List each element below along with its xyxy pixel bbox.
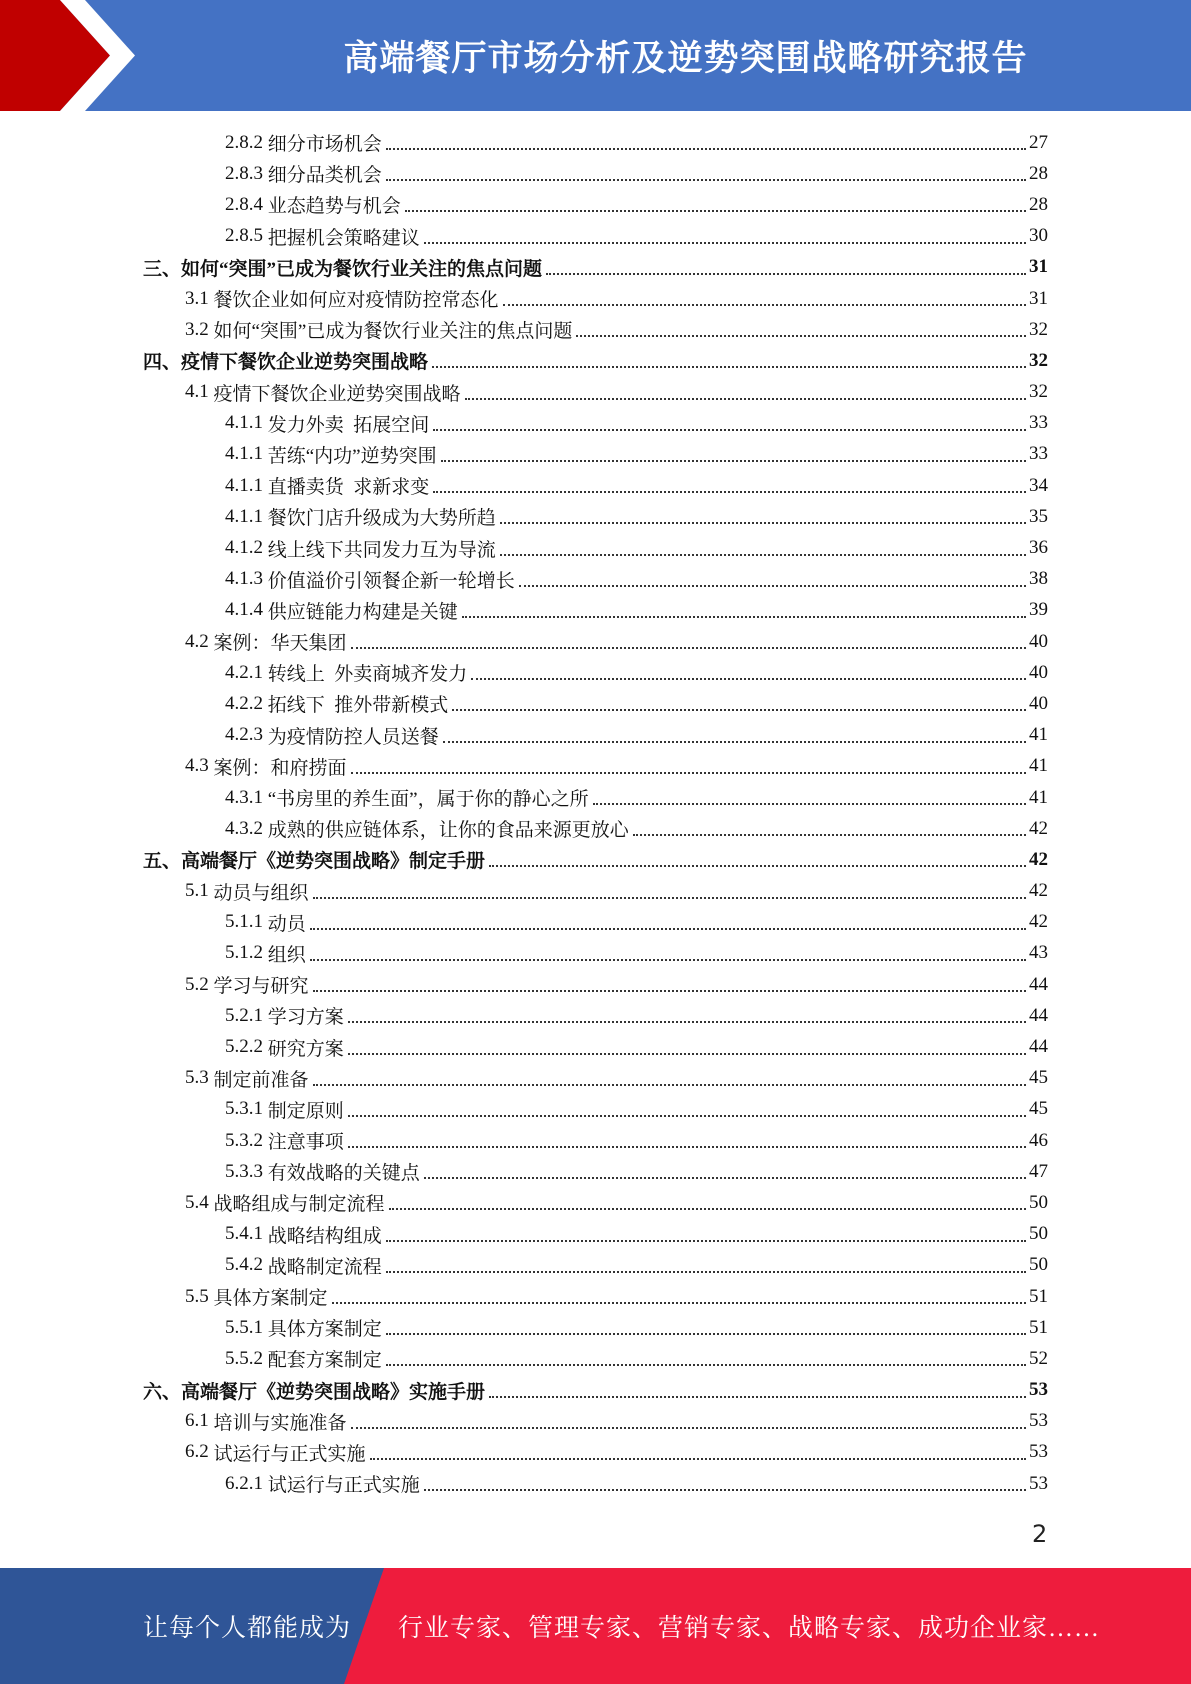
toc-dot-leader [310,958,1026,961]
toc-dot-leader [433,490,1026,493]
toc-entry-title: 动员 [267,913,306,935]
toc-entry-number: 4.1.1 [225,474,263,496]
toc-entry-number: 5.5.2 [225,1347,263,1369]
toc-dot-leader [348,1145,1026,1148]
footer-slogan-right: 行业专家、管理专家、营销专家、战略专家、成功企业家…… [398,1615,1101,1642]
toc-entry-title: “书房里的养生面”，属于你的静心之所 [267,789,589,811]
toc-entry-title: 学习方案 [267,1007,344,1029]
toc-entry-title: 配套方案制定 [267,1350,382,1372]
toc-entry[interactable] [143,1250,1048,1281]
toc-entry-page: 33 [1029,443,1048,465]
toc-entry[interactable] [143,1375,1048,1406]
toc-entry-page: 32 [1029,381,1048,403]
toc-dot-leader [424,241,1026,244]
toc-entry-number: 4.1.1 [225,443,263,465]
toc-entry-page: 51 [1029,1285,1048,1307]
toc-entry-title: 如何“突围”已成为餐饮行业关注的焦点问题 [213,321,573,343]
toc-entry-number: 四、 [143,352,182,374]
toc-dot-leader [405,209,1026,212]
toc-entry-page: 36 [1029,537,1048,559]
toc-dot-leader [313,989,1026,992]
toc-entry-page: 31 [1029,287,1048,309]
toc-entry-title: 试运行与正式实施 [267,1475,420,1497]
toc-entry-title: 成熟的供应链体系，让你的食品来源更放心 [267,820,629,842]
toc-entry-page: 50 [1029,1223,1048,1245]
toc-entry-title: 细分市场机会 [267,134,382,156]
toc-dot-leader [500,521,1026,524]
toc-entry[interactable] [143,1187,1048,1218]
toc-entry-title: 动员与组织 [213,882,309,904]
toc-entry[interactable] [143,408,1048,439]
toc-entry-page: 40 [1029,630,1048,652]
toc-entry-page: 35 [1029,505,1048,527]
toc-entry-title: 培训与实施准备 [213,1412,347,1434]
toc-entry[interactable] [143,720,1048,751]
toc-entry[interactable] [143,501,1048,532]
page-footer [0,1568,1191,1684]
toc-entry[interactable] [143,189,1048,220]
toc-entry-page: 43 [1029,942,1048,964]
table-of-contents [143,127,1048,1499]
toc-entry-page: 53 [1029,1441,1048,1463]
toc-entry-number: 4.1.3 [225,568,263,590]
toc-dot-leader [593,802,1026,805]
toc-entry-number: 4.1.4 [225,599,263,621]
toc-dot-leader [386,178,1026,181]
toc-dot-leader [386,1270,1026,1273]
toc-entry-page: 33 [1029,412,1048,434]
toc-entry[interactable] [143,158,1048,189]
toc-entry-title: 试运行与正式实施 [213,1443,366,1465]
toc-entry-title: 疫情下餐饮企业逆势突围战略 [181,352,429,374]
report-title: 高端餐厅市场分析及逆势突围战略研究报告 [343,38,1028,79]
toc-entry[interactable] [143,626,1048,657]
toc-entry-number: 4.2.3 [225,724,263,746]
toc-entry-page: 41 [1029,724,1048,746]
toc-dot-leader [465,397,1026,400]
toc-entry-page: 32 [1029,349,1048,371]
toc-dot-leader [471,677,1026,680]
toc-entry-page: 40 [1029,661,1048,683]
toc-entry-number: 5.5.1 [225,1316,263,1338]
toc-entry[interactable] [143,813,1048,844]
toc-entry-title: 具体方案制定 [267,1319,382,1341]
toc-entry-number: 2.8.3 [225,162,263,184]
toc-entry-title: 组织 [267,944,306,966]
toc-entry[interactable] [143,439,1048,470]
toc-entry[interactable] [143,1000,1048,1031]
toc-entry[interactable] [143,1468,1048,1499]
toc-entry-title: 价值溢价引领餐企新一轮增长 [267,570,515,592]
toc-entry-number: 5.2.2 [225,1036,263,1058]
toc-entry-page: 41 [1029,786,1048,808]
toc-entry-title: 制定原则 [267,1100,344,1122]
toc-entry-number: 5.3.3 [225,1160,263,1182]
toc-entry[interactable] [143,470,1048,501]
toc-entry[interactable] [143,907,1048,938]
toc-dot-leader [424,1176,1026,1179]
toc-entry-number: 5.1.2 [225,942,263,964]
toc-dot-leader [386,147,1026,150]
toc-entry-number: 6.1 [185,1410,209,1432]
toc-entry[interactable] [143,1437,1048,1468]
page-number: 2 [1032,1520,1048,1548]
toc-entry[interactable] [143,595,1048,626]
toc-entry-title: 供应链能力构建是关键 [267,601,458,623]
toc-dot-leader [370,1457,1026,1460]
toc-entry-number: 4.1.1 [225,505,263,527]
toc-entry-title: 战略制定流程 [267,1256,382,1278]
toc-entry[interactable] [143,1406,1048,1437]
toc-entry[interactable] [143,532,1048,563]
toc-entry-title: 苦练“内功”逆势突围 [267,445,437,467]
toc-entry-page: 28 [1029,162,1048,184]
toc-entry-number: 3.2 [185,318,209,340]
toc-entry-page: 30 [1029,225,1048,247]
toc-entry-number: 3.1 [185,287,209,309]
toc-entry-page: 41 [1029,755,1048,777]
toc-entry-number: 6.2.1 [225,1472,263,1494]
toc-entry[interactable] [143,283,1048,314]
toc-dot-leader [424,1488,1026,1491]
toc-entry-page: 42 [1029,911,1048,933]
toc-entry[interactable] [143,1031,1048,1062]
toc-entry-title: 转线上 外卖商城齐发力 [267,664,468,686]
toc-entry[interactable] [143,127,1048,158]
toc-entry-number: 5.1.1 [225,911,263,933]
toc-entry-title: 学习与研究 [213,976,309,998]
toc-entry-number: 4.1.1 [225,412,263,434]
toc-entry[interactable] [143,1343,1048,1374]
toc-entry[interactable] [143,688,1048,719]
toc-entry-title: 细分品类机会 [267,165,382,187]
toc-dot-leader [633,833,1026,836]
toc-entry-page: 46 [1029,1129,1048,1151]
toc-dot-leader [500,553,1026,556]
toc-dot-leader [462,615,1026,618]
toc-entry-number: 4.2 [185,630,209,652]
toc-entry-title: 直播卖货 求新求变 [267,477,430,499]
toc-entry-title: 如何“突围”已成为餐饮行业关注的焦点问题 [181,258,543,280]
toc-entry-title: 餐饮企业如何应对疫情防控常态化 [213,290,499,312]
toc-entry[interactable] [143,782,1048,813]
toc-entry-number: 5.2.1 [225,1004,263,1026]
toc-entry-title: 发力外卖 拓展空间 [267,414,430,436]
toc-entry-number: 5.5 [185,1285,209,1307]
toc-dot-leader [386,1363,1026,1366]
toc-dot-leader [389,1207,1026,1210]
toc-entry[interactable] [143,377,1048,408]
toc-entry-number: 5.1 [185,880,209,902]
toc-entry[interactable] [143,564,1048,595]
toc-entry[interactable] [143,314,1048,345]
toc-entry-page: 27 [1029,131,1048,153]
toc-entry[interactable] [143,938,1048,969]
toc-dot-leader [386,1332,1026,1335]
toc-entry[interactable] [143,1312,1048,1343]
toc-entry-number: 5.4.2 [225,1254,263,1276]
toc-entry-number: 5.3.1 [225,1098,263,1120]
toc-entry-number: 三、 [143,258,182,280]
toc-entry-title: 线上线下共同发力互为导流 [267,539,496,561]
page-header [0,0,1191,111]
toc-entry-page: 50 [1029,1254,1048,1276]
toc-dot-leader [313,1083,1026,1086]
toc-entry[interactable] [143,876,1048,907]
toc-entry-number: 5.4 [185,1191,209,1213]
toc-entry-number: 4.3.1 [225,786,263,808]
toc-entry-number: 六、 [143,1381,182,1403]
toc-entry-number: 4.3.2 [225,817,263,839]
toc-entry-page: 44 [1029,1004,1048,1026]
toc-entry-title: 有效战略的关键点 [267,1163,420,1185]
toc-dot-leader [452,708,1026,711]
toc-dot-leader [546,272,1026,275]
toc-entry-title: 高端餐厅《逆势突围战略》制定手册 [181,851,486,873]
toc-dot-leader [310,927,1026,930]
toc-entry-title: 业态趋势与机会 [267,196,401,218]
toc-entry[interactable] [143,1063,1048,1094]
toc-entry-title: 战略组成与制定流程 [213,1194,385,1216]
toc-entry-title: 注意事项 [267,1132,344,1154]
toc-entry[interactable] [143,1094,1048,1125]
toc-entry-number: 5.3.2 [225,1129,263,1151]
toc-dot-leader [503,303,1026,306]
toc-entry-number: 4.2.2 [225,692,263,714]
header-arrow-decoration [0,0,180,111]
toc-entry-page: 53 [1029,1472,1048,1494]
toc-dot-leader [348,1052,1026,1055]
toc-entry-number: 4.2.1 [225,661,263,683]
toc-entry-page: 34 [1029,474,1048,496]
toc-entry-number: 6.2 [185,1441,209,1463]
toc-entry[interactable] [143,969,1048,1000]
toc-entry[interactable] [143,1281,1048,1312]
toc-entry-page: 42 [1029,848,1048,870]
toc-entry-page: 52 [1029,1347,1048,1369]
toc-dot-leader [441,459,1026,462]
toc-entry-title: 把握机会策略建议 [267,227,420,249]
toc-entry-page: 31 [1029,256,1048,278]
toc-dot-leader [432,365,1026,368]
toc-entry[interactable] [143,1219,1048,1250]
toc-entry-title: 餐饮门店升级成为大势所趋 [267,508,496,530]
toc-entry-title: 研究方案 [267,1038,344,1060]
toc-dot-leader [348,1114,1026,1117]
toc-entry-page: 53 [1029,1410,1048,1432]
toc-dot-leader [351,1426,1026,1429]
toc-entry-page: 42 [1029,880,1048,902]
toc-entry-number: 5.3 [185,1067,209,1089]
toc-entry-page: 42 [1029,817,1048,839]
toc-entry-number: 2.8.5 [225,225,263,247]
toc-entry-number: 2.8.2 [225,131,263,153]
toc-dot-leader [332,1301,1026,1304]
toc-entry-page: 44 [1029,973,1048,995]
toc-entry[interactable] [143,1125,1048,1156]
toc-entry-number: 4.1 [185,381,209,403]
toc-dot-leader [313,896,1026,899]
toc-entry-number: 5.4.1 [225,1223,263,1245]
toc-dot-leader [433,428,1026,431]
toc-entry-page: 47 [1029,1160,1048,1182]
toc-entry-page: 32 [1029,318,1048,340]
toc-entry-page: 38 [1029,568,1048,590]
toc-entry[interactable] [143,221,1048,252]
footer-slogan-left: 让每个人都能成为 [143,1615,352,1642]
toc-entry-number: 2.8.4 [225,193,263,215]
toc-dot-leader [348,1020,1026,1023]
toc-entry-number: 4.1.2 [225,537,263,559]
toc-entry[interactable] [143,751,1048,782]
toc-entry-page: 39 [1029,599,1048,621]
toc-dot-leader [489,1395,1026,1398]
toc-entry-page: 28 [1029,193,1048,215]
toc-dot-leader [489,864,1026,867]
toc-dot-leader [443,740,1026,743]
toc-dot-leader [386,1239,1026,1242]
toc-entry-title: 案例：和府捞面 [213,757,347,779]
toc-entry-page: 53 [1029,1379,1048,1401]
toc-entry[interactable] [143,252,1048,283]
toc-dot-leader [519,584,1026,587]
toc-entry-page: 50 [1029,1191,1048,1213]
toc-entry[interactable] [143,657,1048,688]
toc-entry-page: 40 [1029,692,1048,714]
toc-dot-leader [351,646,1026,649]
toc-entry-title: 具体方案制定 [213,1288,328,1310]
toc-entry-page: 44 [1029,1036,1048,1058]
toc-entry-title: 案例：华天集团 [213,633,347,655]
toc-entry-title: 高端餐厅《逆势突围战略》实施手册 [181,1381,486,1403]
toc-dot-leader [576,334,1026,337]
toc-entry-number: 五、 [143,851,182,873]
toc-entry-title: 制定前准备 [213,1069,309,1091]
toc-entry-number: 5.2 [185,973,209,995]
toc-entry[interactable] [143,1156,1048,1187]
toc-entry-number: 4.3 [185,755,209,777]
toc-dot-leader [351,771,1026,774]
toc-entry-title: 疫情下餐饮企业逆势突围战略 [213,383,461,405]
toc-entry-page: 45 [1029,1098,1048,1120]
toc-entry-title: 战略结构组成 [267,1225,382,1247]
toc-entry[interactable] [143,844,1048,875]
toc-entry[interactable] [143,345,1048,376]
toc-entry-page: 45 [1029,1067,1048,1089]
toc-entry-title: 为疫情防控人员送餐 [267,726,439,748]
toc-entry-title: 拓线下 推外带新模式 [267,695,449,717]
toc-entry-page: 51 [1029,1316,1048,1338]
